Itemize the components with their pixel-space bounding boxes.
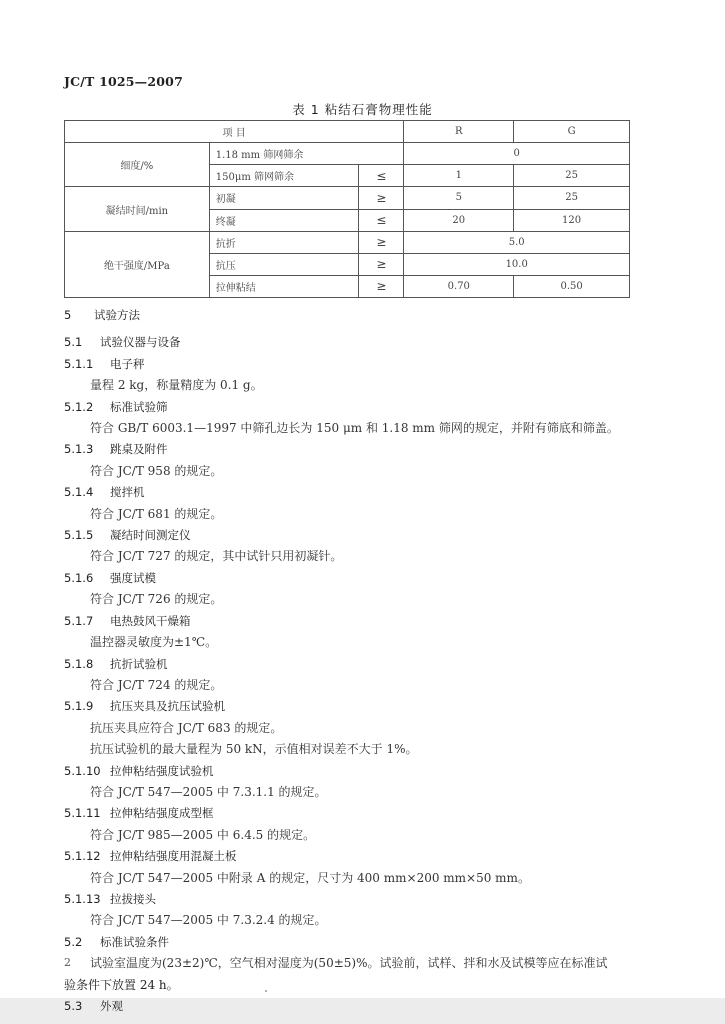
section-heading: 5.3 外观 — [64, 999, 123, 1013]
section-heading: 5.2 标准试验条件 — [64, 934, 169, 949]
page-number: 2 — [64, 956, 71, 969]
strength-tensile-r: 0.70 — [404, 275, 514, 297]
section-text: 符合 JC/T 681 的规定。 — [90, 506, 223, 521]
setting-final-g: 120 — [514, 209, 630, 231]
strength-flexural-item: 抗折 — [209, 231, 359, 253]
strength-tensile-sym: ≥ — [359, 275, 404, 297]
section-text: 温控器灵敏度为±1℃。 — [90, 635, 218, 650]
strength-flexural-value: 5.0 — [404, 231, 630, 253]
strength-tensile-g: 0.50 — [514, 275, 630, 297]
properties-table — [64, 120, 630, 298]
fineness-118-item: 1.18 mm 筛网筛余 — [209, 143, 404, 165]
section-heading: 5.1.8 抗折试验机 — [64, 656, 168, 671]
fineness-150-item: 150μm 筛网筛余 — [209, 165, 359, 187]
document-body — [64, 305, 644, 1017]
section-text: 符合 GB/T 6003.1—1997 中筛孔边长为 150 μm 和 1.18 mm 筛网的规定，并附有筛底和筛盖。 — [90, 421, 619, 436]
section-heading: 5.1.1 电子秤 — [64, 356, 145, 371]
setting-final-item: 终凝 — [209, 209, 359, 231]
section-text: 符合 JC/T 547—2005 中 7.3.2.4 的规定。 — [90, 913, 327, 928]
section-heading: 5.1.12 拉伸粘结强度用混凝土板 — [64, 849, 237, 864]
section-text: 量程 2 kg，称量精度为 0.1 g。 — [90, 378, 263, 393]
table-title: 表 1 粘结石膏物理性能 — [292, 102, 433, 117]
section-heading: 5.1.3 跳桌及附件 — [64, 442, 168, 457]
section-text: 试验室温度为(23±2)℃，空气相对湿度为(50±5)%。试验前，试样、拌和水及试模等应在标准试 — [90, 956, 608, 971]
fineness-150-g: 25 — [514, 165, 630, 187]
setting-initial-r: 5 — [404, 187, 514, 209]
header-r: R — [404, 121, 514, 143]
fineness-150-sym: ≤ — [359, 165, 404, 187]
section-heading: 5 试验方法 — [64, 308, 140, 322]
header-item: 项 目 — [65, 121, 404, 143]
scan-speck — [265, 990, 267, 992]
standard-id: JC/T 1025—2007 — [64, 74, 183, 89]
table-row — [65, 121, 630, 143]
header-g: G — [514, 121, 630, 143]
strength-flexural-sym: ≥ — [359, 231, 404, 253]
fineness-label: 细度/% — [65, 143, 210, 187]
table-row — [65, 143, 630, 165]
strength-label: 绝干强度/MPa — [65, 231, 210, 297]
section-text: 抗压试验机的最大量程为 50 kN，示值相对误差不大于 1%。 — [90, 742, 418, 757]
section-text: 符合 JC/T 726 的规定。 — [90, 592, 223, 607]
section-text: 符合 JC/T 724 的规定。 — [90, 677, 223, 692]
strength-compressive-item: 抗压 — [209, 253, 359, 275]
setting-final-sym: ≤ — [359, 209, 404, 231]
section-heading: 5.1.9 抗压夹具及抗压试验机 — [64, 699, 225, 714]
section-heading: 5.1 试验仪器与设备 — [64, 335, 181, 350]
section-text: 符合 JC/T 958 的规定。 — [90, 463, 223, 478]
section-heading: 5.1.10 拉伸粘结强度试验机 — [64, 763, 214, 778]
fineness-118-value: 0 — [404, 143, 630, 165]
section-heading: 5.1.13 拉拔接头 — [64, 891, 156, 906]
section-heading: 5.1.4 搅拌机 — [64, 485, 145, 500]
section-text: 抗压夹具应符合 JC/T 683 的规定。 — [90, 720, 283, 735]
setting-final-r: 20 — [404, 209, 514, 231]
section-text: 符合 JC/T 727 的规定，其中试针只用初凝针。 — [90, 549, 343, 564]
section-heading: 5.1.11 拉伸粘结强度成型框 — [64, 806, 214, 821]
setting-initial-g: 25 — [514, 187, 630, 209]
strength-compressive-sym: ≥ — [359, 253, 404, 275]
section-text: 符合 JC/T 547—2005 中 7.3.1.1 的规定。 — [90, 784, 327, 799]
fineness-150-r: 1 — [404, 165, 514, 187]
section-text: 符合 JC/T 547—2005 中附录 A 的规定，尺寸为 400 mm×200 mm×50 mm。 — [90, 870, 530, 885]
section-heading: 5.1.5 凝结时间测定仪 — [64, 528, 191, 543]
table-row — [65, 187, 630, 209]
setting-initial-sym: ≥ — [359, 187, 404, 209]
setting-initial-item: 初凝 — [209, 187, 359, 209]
section-text: 验条件下放置 24 h。 — [64, 977, 179, 992]
section-text: 符合 JC/T 985—2005 中 6.4.5 的规定。 — [90, 827, 316, 842]
strength-compressive-value: 10.0 — [404, 253, 630, 275]
section-heading: 5.1.6 强度试模 — [64, 570, 156, 585]
section-heading: 5.1.7 电热鼓风干燥箱 — [64, 613, 191, 628]
table-row — [65, 231, 630, 253]
setting-label: 凝结时间/min — [65, 187, 210, 231]
section-heading: 5.1.2 标准试验筛 — [64, 399, 168, 414]
strength-tensile-item: 拉伸粘结 — [209, 275, 359, 297]
